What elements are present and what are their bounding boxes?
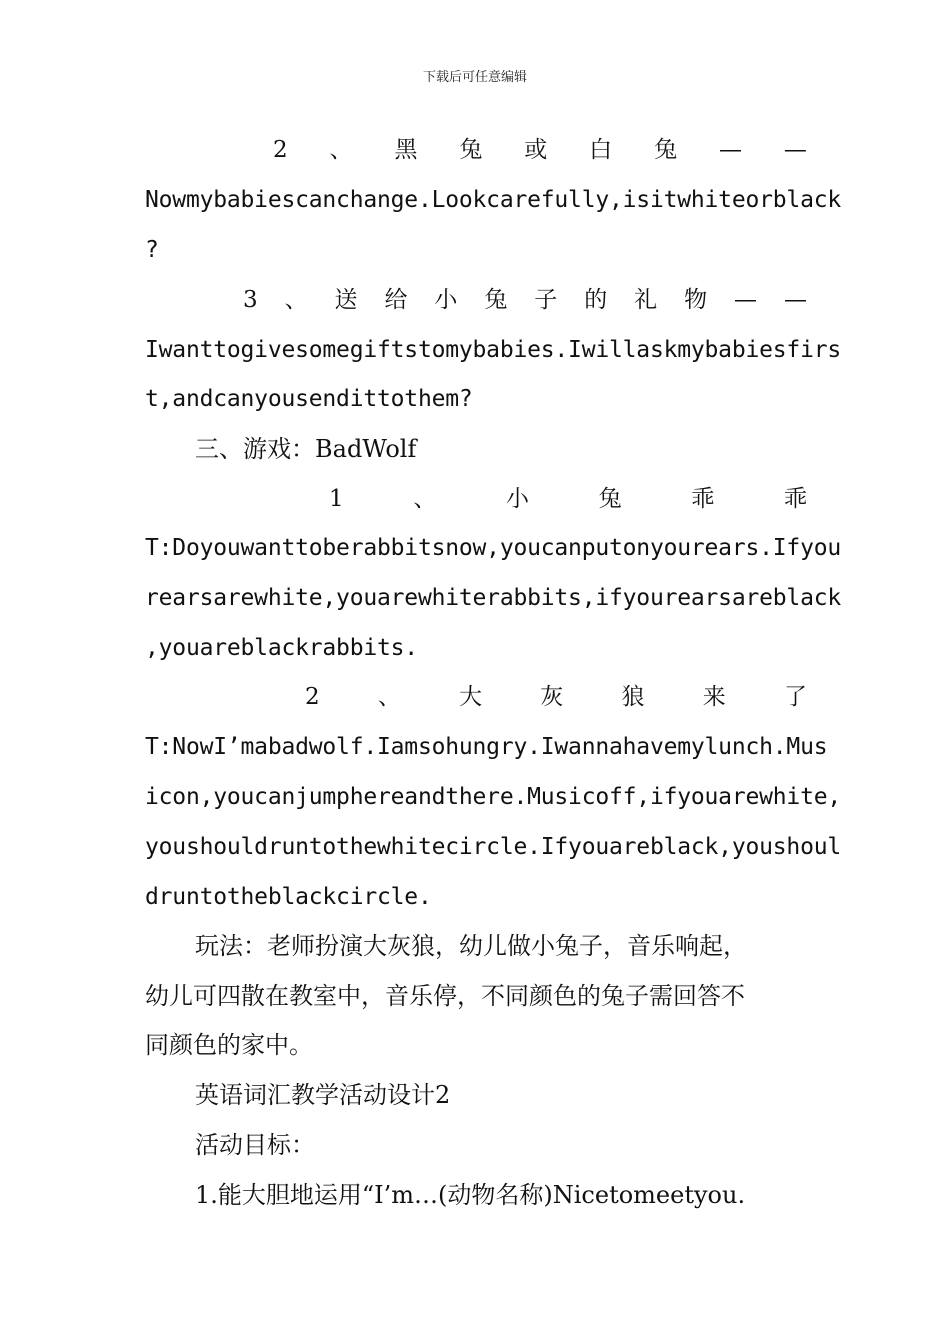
text-line: 活动目标： — [195, 1131, 315, 1159]
spread-char: 了 — [783, 684, 807, 710]
spread-char: 给 — [384, 287, 408, 313]
spread-line-2 — [243, 280, 807, 320]
text-line: Iwanttogivesomegiftstomybabies.Iwillaskmybabiesfirs — [145, 337, 842, 363]
spread-char: 、 — [329, 137, 353, 163]
text-line: 幼儿可四散在教室中，音乐停，不同颜色的兔子需回答不 — [145, 982, 745, 1010]
page-header: 下载后可任意编辑 — [422, 70, 527, 85]
spread-char: 兔 — [654, 137, 678, 163]
spread-char: 、 — [377, 684, 401, 710]
spread-char: 黑 — [394, 137, 418, 163]
spread-char: 狼 — [621, 684, 645, 710]
spread-char: 2 — [305, 684, 320, 710]
spread-char: 子 — [534, 287, 558, 313]
spread-char: — — [783, 137, 807, 163]
spread-line-1 — [273, 130, 807, 170]
text-line: t,andcanyousendittothem? — [145, 386, 473, 412]
spread-char: — — [718, 137, 742, 163]
spread-char: 乖 — [784, 486, 807, 512]
text-line: 同颜色的家中。 — [145, 1031, 313, 1059]
text-line: druntotheblackcircle. — [145, 884, 432, 910]
text-line: rearsarewhite,youarewhiterabbits,ifyourearsareblack — [145, 585, 842, 611]
spread-char: 大 — [459, 684, 483, 710]
spread-char: 2 — [273, 137, 288, 163]
spread-char: — — [783, 287, 807, 313]
spread-char: 兔 — [484, 287, 508, 313]
text-line: ,youareblackrabbits. — [145, 635, 418, 661]
text-line: youshouldruntothewhitecircle.Ifyouareblack,youshoul — [145, 834, 842, 860]
spread-char: 的 — [584, 287, 608, 313]
section-heading: 三、游戏：BadWolf — [195, 435, 417, 463]
spread-char: 物 — [684, 287, 708, 313]
text-line: T:Doyouwanttoberabbitsnow,youcanputonyourears.Ifyou — [145, 535, 842, 561]
spread-char: 小 — [505, 486, 529, 512]
text-line: Nowmybabiescanchange.Lookcarefully,isitwhiteorblack — [145, 187, 842, 213]
spread-char: 小 — [434, 287, 458, 313]
spread-char: 乖 — [691, 486, 715, 512]
spread-char: — — [734, 287, 758, 313]
spread-char: 灰 — [540, 684, 564, 710]
spread-char: 白 — [589, 137, 613, 163]
spread-char: 礼 — [634, 287, 658, 313]
text-line: 玩法：老师扮演大灰狼，幼儿做小兔子，音乐响起， — [195, 932, 747, 960]
spread-line-4 — [305, 677, 807, 717]
spread-char: 送 — [334, 287, 358, 313]
spread-char: 、 — [413, 486, 437, 512]
spread-char: 、 — [284, 287, 308, 313]
text-line: 1.能大胆地运用“I’m…(动物名称)Nicetomeetyou. — [195, 1181, 746, 1209]
text-line: ? — [145, 237, 159, 263]
section-title: 英语词汇教学活动设计2 — [195, 1081, 451, 1109]
spread-char: 3 — [243, 287, 258, 313]
spread-char: 或 — [524, 137, 548, 163]
spread-char: 1 — [329, 486, 344, 512]
spread-char: 兔 — [459, 137, 483, 163]
text-line: icon,youcanjumphereandthere.Musicoff,ifyouarewhite, — [145, 784, 842, 810]
spread-line-3 — [329, 479, 807, 519]
spread-char: 兔 — [598, 486, 622, 512]
spread-char: 来 — [702, 684, 726, 710]
text-line: T:NowI’mabadwolf.Iamsohungry.Iwannahavemylunch.Mus — [145, 734, 828, 760]
